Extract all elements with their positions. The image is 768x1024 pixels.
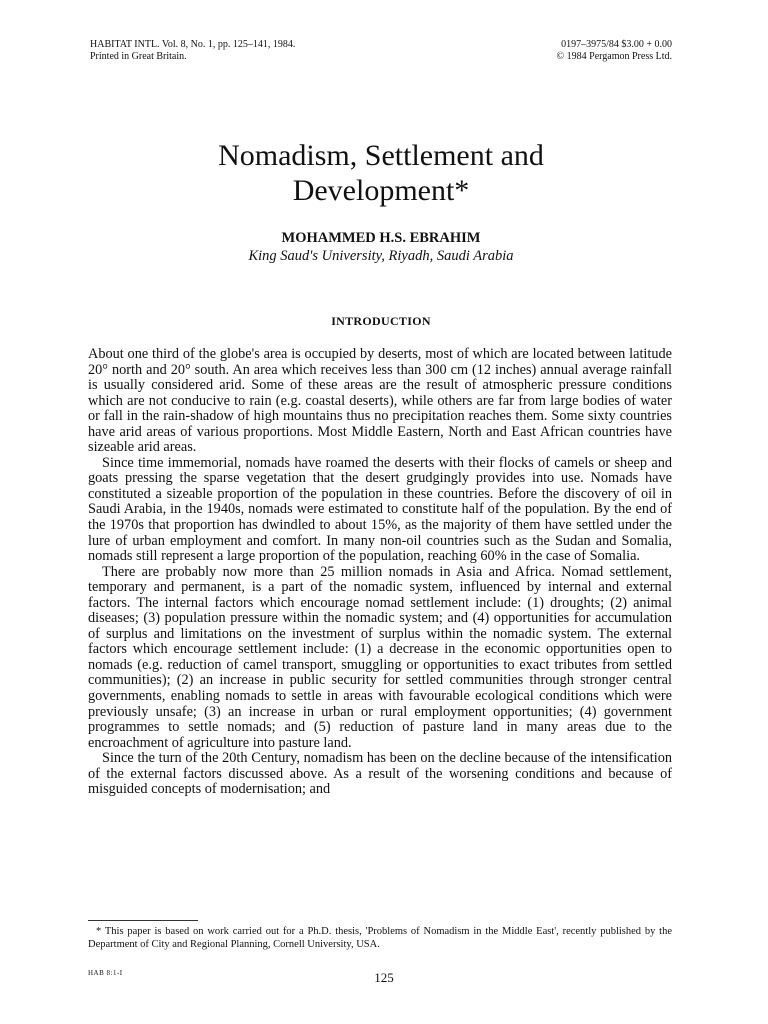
author-affiliation: King Saud's University, Riyadh, Saudi Arabia [248, 248, 514, 264]
publisher-code [557, 39, 672, 63]
journal-citation [90, 39, 295, 63]
code-line-2: © 1984 Pergamon Press Ltd. [556, 51, 672, 62]
section-heading: INTRODUCTION [331, 314, 431, 328]
author-name: MOHAMMED H.S. EBRAHIM [281, 230, 481, 246]
page-number: 125 [374, 970, 394, 985]
footnote: * This paper is based on work carried out for a Ph.D. thesis, 'Problems of Nomadism in the Middle East', recently published by the Department of City and Regional Planning, Cornell University, USA. [88, 926, 672, 950]
journal-code: HAB 8:1-I [88, 969, 123, 977]
paragraph-3: There are probably now more than 25 million nomads in Asia and Africa. Nomad settlement, temporary and permanent, is a part of the nomadic system, influenced by internal and external factors. The internal factors which encourage nomad settlement include: (1) droughts; (2) animal diseases; (3) population pressure within the nomadic system; and (4) opportunities for accumulation of surplus and limitations on the investment of surplus within the nomadic system. The external factors which encourage settlement include: (1) a decrease in the economic opportunities open to nomads (e.g. reduction of camel transport, smuggling or opportunities to exact tributes from settled communities); (2) an increase in public security for settled communities through stronger central governments, enabling nomads to settle in areas with favourable ecological conditions which were previously unsafe; (3) an increase in urban or rural employment opportunities; (4) government programmes to settle nomads; and (5) reduction of pasture land in many areas due to the encroachment of agriculture into pasture land. [88, 563, 672, 751]
code-line-1: 0197–3975/84 $3.00 + 0.00 [561, 39, 672, 50]
citation-line-1: HABITAT INTL. Vol. 8, No. 1, pp. 125–141, 1984. [90, 39, 296, 50]
title-line-2: Development* [292, 174, 470, 207]
paragraph-2: Since time immemorial, nomads have roamed the deserts with their flocks of camels or sheep and goats pressing the sparse vegetation that the desert grudgingly provides into use. Nomads have constituted a sizeable proportion of the population in these countries. Before the discovery of oil in Saudi Arabia, in the 1940s, nomads were estimated to constitute half of the population. By the end of the 1970s that proportion has dwindled to about 15%, as the majority of them have settled under the lure of urban employment and comfort. In many non-oil countries such as the Sudan and Somalia, nomads still represent a large proportion of the population, reaching 60% in the case of Somalia. [88, 454, 672, 565]
body-text [88, 347, 672, 798]
citation-line-2: Printed in Great Britain. [90, 51, 187, 62]
footnote-divider [88, 920, 198, 921]
paragraph-1: About one third of the globe's area is occupied by deserts, most of which are located between latitude 20° north and 20° south. An area which receives less than 300 cm (12 inches) annual average rainfall is usually considered arid. Some of these areas are the result of atmospheric pressure conditions which are not conducive to rain (e.g. coastal deserts), while others are far from large bodies of water or fall in the rain-shadow of high mountains thus no precipitation reaches them. Some sixty countries have arid areas of various proportions. Most Middle Eastern, North and East African countries have sizeable arid areas. [88, 346, 672, 456]
title-line-1: Nomadism, Settlement and [218, 139, 544, 172]
article-title [90, 138, 672, 208]
paragraph-4: Since the turn of the 20th Century, nomadism has been on the decline because of the intensification of the external factors discussed above. As a result of the worsening conditions and because of misguided concepts of modernisation; and [88, 750, 672, 798]
